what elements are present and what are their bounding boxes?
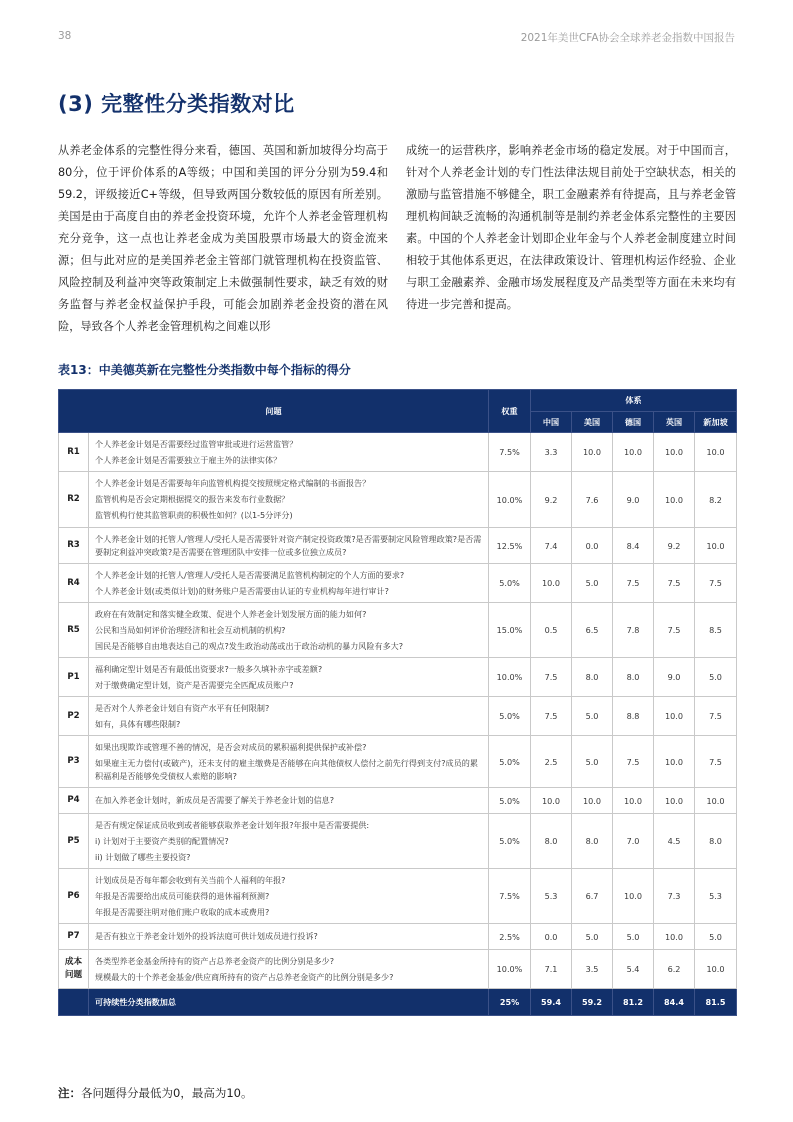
row-id-text: P1: [67, 671, 80, 682]
table-row: [59, 472, 737, 528]
row-score: 10.0: [613, 433, 654, 472]
row-score: 6.7: [572, 869, 613, 924]
score-table-wrapper: [58, 389, 736, 1016]
row-score: 7.6: [572, 472, 613, 528]
row-score: 8.0: [572, 814, 613, 869]
row-score: 8.0: [613, 658, 654, 697]
row-score: 5.3: [531, 869, 572, 924]
row-question: [89, 697, 489, 736]
row-score: 3.3: [531, 433, 572, 472]
total-score: 81.2: [613, 989, 654, 1016]
body-text: [58, 140, 736, 338]
row-score: 8.0: [695, 814, 737, 869]
row-weight: 15.0%: [489, 603, 531, 658]
row-score: 8.0: [572, 658, 613, 697]
question-line: i) 计划对于主要资产类别的配置情况?: [95, 835, 229, 846]
row-score: 7.4: [531, 528, 572, 564]
row-weight: 5.0%: [489, 788, 531, 814]
row-score: 5.0: [695, 924, 737, 950]
row-score: 5.0: [613, 924, 654, 950]
question-line: 计划成员是否每年都会收到有关当前个人福利的年报?: [95, 874, 286, 885]
row-score: 10.0: [654, 697, 695, 736]
row-weight: 2.5%: [489, 924, 531, 950]
question-line: 监管机构是否会定期根据提交的报告来发布行业数据？: [95, 494, 290, 504]
row-id-text: 成本 问题: [64, 957, 83, 980]
row-id-text: R1: [67, 446, 80, 457]
row-score: 10.0: [613, 869, 654, 924]
question-line: 各类型养老金基金所持有的资产占总养老金资产的比例分别是多少?: [95, 955, 335, 966]
row-score: 10.0: [695, 788, 737, 814]
row-score: 5.3: [695, 869, 737, 924]
row-score: 7.5: [695, 736, 737, 788]
row-weight: 7.5%: [489, 869, 531, 924]
question-line: 是否有独立于养老金计划外的投诉法庭可供计划成员进行投诉?: [95, 931, 318, 941]
table-row: [59, 950, 737, 989]
question-line: 如果雇主无力偿付(或破产)，还未支付的雇主缴费是否能够在向其他债权人偿付之前先行得到支付?成员的累积福利是否能够免受债权人索赔的影响?: [95, 757, 478, 781]
total-weight: 25%: [489, 989, 531, 1016]
total-score: 59.2: [572, 989, 613, 1016]
table-row: [59, 814, 737, 869]
row-score: 10.0: [654, 788, 695, 814]
table-row: [59, 869, 737, 924]
row-id: [59, 472, 89, 528]
row-score: 10.0: [654, 736, 695, 788]
question-line: 规模最大的十个养老金基金/供应商所持有的资产占总养老金资产的比例分别是多少?: [95, 971, 394, 982]
total-score: 59.4: [531, 989, 572, 1016]
row-weight: 5.0%: [489, 564, 531, 603]
header-weight: 权重: [489, 390, 531, 433]
table-row: [59, 603, 737, 658]
row-question: [89, 814, 489, 869]
question-line: 个人养老金计划的托管人/管理人/受托人是否需要针对资产制定投资政策?是否需要制定风险管理政策?是否需要制定利益冲突政策?是否需要在管理团队中安排一位或多位独立成员?: [95, 533, 482, 557]
row-score: 10.0: [613, 788, 654, 814]
row-score: 10.0: [531, 788, 572, 814]
row-score: 9.2: [531, 472, 572, 528]
row-score: 7.3: [654, 869, 695, 924]
row-score: 10.0: [695, 950, 737, 989]
question-line: 年报是否需要给出成员可能获得的退休福利预测?: [95, 890, 270, 901]
row-score: 10.0: [654, 472, 695, 528]
row-score: 10.0: [572, 433, 613, 472]
row-id: [59, 603, 89, 658]
row-score: 5.0: [695, 658, 737, 697]
question-line: 福利确定型计划是否有最低出资要求?一般多久填补赤字或差额?: [95, 663, 323, 674]
row-question: [89, 564, 489, 603]
header-country-uk: 英国: [654, 412, 695, 433]
row-id-text: R5: [67, 624, 80, 635]
table-row: [59, 697, 737, 736]
row-score: 8.2: [695, 472, 737, 528]
row-score: 0.0: [572, 528, 613, 564]
question-line: 个人养老金计划是否需要独立于雇主外的法律实体？: [95, 454, 282, 465]
row-question: [89, 950, 489, 989]
table-row: [59, 564, 737, 603]
question-line: 个人养老金计划是否需要经过监管审批或进行运营监管？: [95, 438, 298, 449]
row-id: [59, 869, 89, 924]
question-line: ii) 计划做了哪些主要投资?: [95, 851, 191, 862]
row-score: 7.5: [531, 697, 572, 736]
row-id: [59, 924, 89, 950]
row-question: [89, 736, 489, 788]
row-question: [89, 658, 489, 697]
row-id: [59, 736, 89, 788]
question-line: 个人养老金计划的托管人/管理人/受托人是否需要满足监管机构制定的个人方面的要求?: [95, 569, 405, 580]
header-country-sg: 新加坡: [695, 412, 737, 433]
row-id-text: P3: [67, 756, 80, 766]
total-score: 84.4: [654, 989, 695, 1016]
footnote: [58, 1085, 252, 1101]
table-body: [59, 433, 737, 1016]
row-score: 9.0: [613, 472, 654, 528]
row-score: 0.0: [531, 924, 572, 950]
footnote-text: 各问题得分最低为0，最高为10。: [81, 1086, 253, 1100]
row-score: 9.2: [654, 528, 695, 564]
row-score: 4.5: [654, 814, 695, 869]
row-score: 0.5: [531, 603, 572, 658]
row-score: 10.0: [654, 924, 695, 950]
row-score: 8.5: [695, 603, 737, 658]
question-line: 是否有规定保证成员收到或者能够获取养老金计划年报?年报中是否需要提供:: [95, 819, 370, 830]
table-row: [59, 528, 737, 564]
row-id-text: P4: [67, 795, 80, 805]
question-line: 是否对个人养老金计划自有资产水平有任何限制?: [95, 702, 270, 713]
section-title: (3) 完整性分类指数对比: [58, 92, 295, 116]
row-score: 6.2: [654, 950, 695, 989]
row-score: 8.8: [613, 697, 654, 736]
row-score: 7.8: [613, 603, 654, 658]
row-id: [59, 658, 89, 697]
row-question: [89, 603, 489, 658]
report-title: 2021年美世CFA协会全球养老金指数中国报告: [520, 32, 735, 44]
table-row: [59, 788, 737, 814]
row-question: [89, 788, 489, 814]
table-caption: 表13：中美德英新在完整性分类指数中每个指标的得分: [58, 363, 351, 377]
body-right-column: 成统一的运营秩序，影响养老金市场的稳定发展。对于中国而言，针对个人养老金计划的专门性法律法规目前处于空缺状态，相关的激励与监管措施不够健全，职工金融素养有待提高，且与养老金管理机构间缺乏流畅的沟通机制等是制约养老金体系完整性的主要因素。中国的个人养老金计划即企业年金与个人养老金制度建立时间相较于其他体系更迟，在法律政策设计、管理机构运作经验、企业与职工金融素养、金融市场发展程度及产品类型等方面在未来均有待进一步完善和提高。: [406, 144, 736, 311]
row-score: 9.0: [654, 658, 695, 697]
row-score: 7.1: [531, 950, 572, 989]
question-line: 在加入养老金计划时，新成员是否需要了解关于养老金计划的信息?: [95, 795, 335, 805]
row-score: 7.5: [613, 736, 654, 788]
question-line: 如有，具体有哪些限制?: [95, 718, 181, 729]
row-id-text: R4: [67, 577, 80, 588]
row-question: [89, 472, 489, 528]
header-country-de: 德国: [613, 412, 654, 433]
row-question: [89, 528, 489, 564]
table-row: [59, 658, 737, 697]
row-weight: 10.0%: [489, 950, 531, 989]
page-number: 38: [58, 30, 72, 42]
row-id: [59, 528, 89, 564]
row-question: [89, 924, 489, 950]
question-line: 个人养老金计划(或类似计划)的财务账户是否需要由认证的专业机构每年进行审计?: [95, 585, 389, 596]
header-country-cn: 中国: [531, 412, 572, 433]
row-score: 7.5: [654, 603, 695, 658]
header-question: 问题: [59, 390, 489, 433]
row-id: [59, 950, 89, 989]
row-weight: 12.5%: [489, 528, 531, 564]
row-id-text: R2: [67, 494, 80, 504]
question-line: 年报是否需要注明对他们账户收取的成本或费用?: [95, 906, 270, 917]
row-id: [59, 564, 89, 603]
row-id-text: P2: [67, 710, 80, 721]
table-row: [59, 924, 737, 950]
row-score: 7.5: [695, 697, 737, 736]
header-country-us: 美国: [572, 412, 613, 433]
row-id-text: R3: [67, 540, 80, 550]
row-id-text: P7: [67, 931, 80, 941]
footnote-label: 注：: [58, 1086, 81, 1100]
row-score: 10.0: [695, 528, 737, 564]
row-id: [59, 697, 89, 736]
question-line: 监管机构行使其监管职责的积极性如何？(以1-5分评分): [95, 510, 293, 520]
row-id-text: P6: [67, 890, 80, 901]
question-line: 对于缴费确定型计划，资产是否需要完全匹配成员账户?: [95, 679, 294, 690]
row-weight: 7.5%: [489, 433, 531, 472]
row-score: 5.0: [572, 564, 613, 603]
row-score: 2.5: [531, 736, 572, 788]
question-line: 如果出现欺诈或管理不善的情况，是否会对成员的累积福利提供保护或补偿?: [95, 741, 367, 752]
row-weight: 10.0%: [489, 658, 531, 697]
row-score: 10.0: [531, 564, 572, 603]
row-id: [59, 788, 89, 814]
row-weight: 5.0%: [489, 814, 531, 869]
row-score: 5.0: [572, 924, 613, 950]
row-score: 7.5: [531, 658, 572, 697]
row-id: [59, 433, 89, 472]
total-score: 81.5: [695, 989, 737, 1016]
row-score: 5.4: [613, 950, 654, 989]
question-line: 国民是否能够自由地表达自己的观点?发生政治动荡或出于政治动机的暴力风险有多大?: [95, 640, 404, 651]
row-weight: 10.0%: [489, 472, 531, 528]
body-left-column: 从养老金体系的完整性得分来看，德国、英国和新加坡得分均高于80分，位于评价体系的A等级；中国和美国的评分分别为59.4和59.2，评级接近C+等级，但导致两国分数较低的原因有所差别。美国是由于高度自由的养老金投资环境，允许个人养老金管理机构充分竞争，这一点也让养老金成为美国股票市场最大的资金流来源；但与此对应的是美国养老金主管部门就管理机构在投资监管、风险控制及利益冲突等政策制定上未做强制性要求，缺乏有效的财务监督与养老金权益保护手段，可能会加剧养老金投资的潜在风险，导致各个人养老金管理机构之间难以形: [58, 144, 388, 333]
table-row: [59, 736, 737, 788]
row-score: 5.0: [572, 697, 613, 736]
row-score: 10.0: [572, 788, 613, 814]
row-score: 5.0: [572, 736, 613, 788]
row-score: 8.0: [531, 814, 572, 869]
row-weight: 5.0%: [489, 697, 531, 736]
total-blank-cell: [59, 989, 89, 1016]
row-id-text: P5: [67, 835, 80, 846]
row-score: 10.0: [695, 433, 737, 472]
question-line: 个人养老金计划是否需要每年向监管机构提交按照规定格式编制的书面报告？: [95, 478, 371, 488]
row-score: 10.0: [654, 433, 695, 472]
total-label: 可持续性分类指数加总: [89, 989, 489, 1016]
question-line: 政府在有效制定和落实健全政策、促进个人养老金计划发展方面的能力如何?: [95, 608, 367, 619]
table-row: [59, 433, 737, 472]
row-score: 7.5: [613, 564, 654, 603]
total-row: [59, 989, 737, 1016]
score-table: [58, 389, 737, 1016]
row-score: 6.5: [572, 603, 613, 658]
row-weight: 5.0%: [489, 736, 531, 788]
row-score: 7.5: [654, 564, 695, 603]
row-score: 3.5: [572, 950, 613, 989]
row-score: 7.0: [613, 814, 654, 869]
row-id: [59, 814, 89, 869]
row-question: [89, 433, 489, 472]
row-score: 8.4: [613, 528, 654, 564]
row-question: [89, 869, 489, 924]
header-system: 体系: [531, 390, 737, 412]
row-score: 7.5: [695, 564, 737, 603]
question-line: 公民和当局如何评价治理经济和社会互动机制的机构?: [95, 624, 286, 635]
